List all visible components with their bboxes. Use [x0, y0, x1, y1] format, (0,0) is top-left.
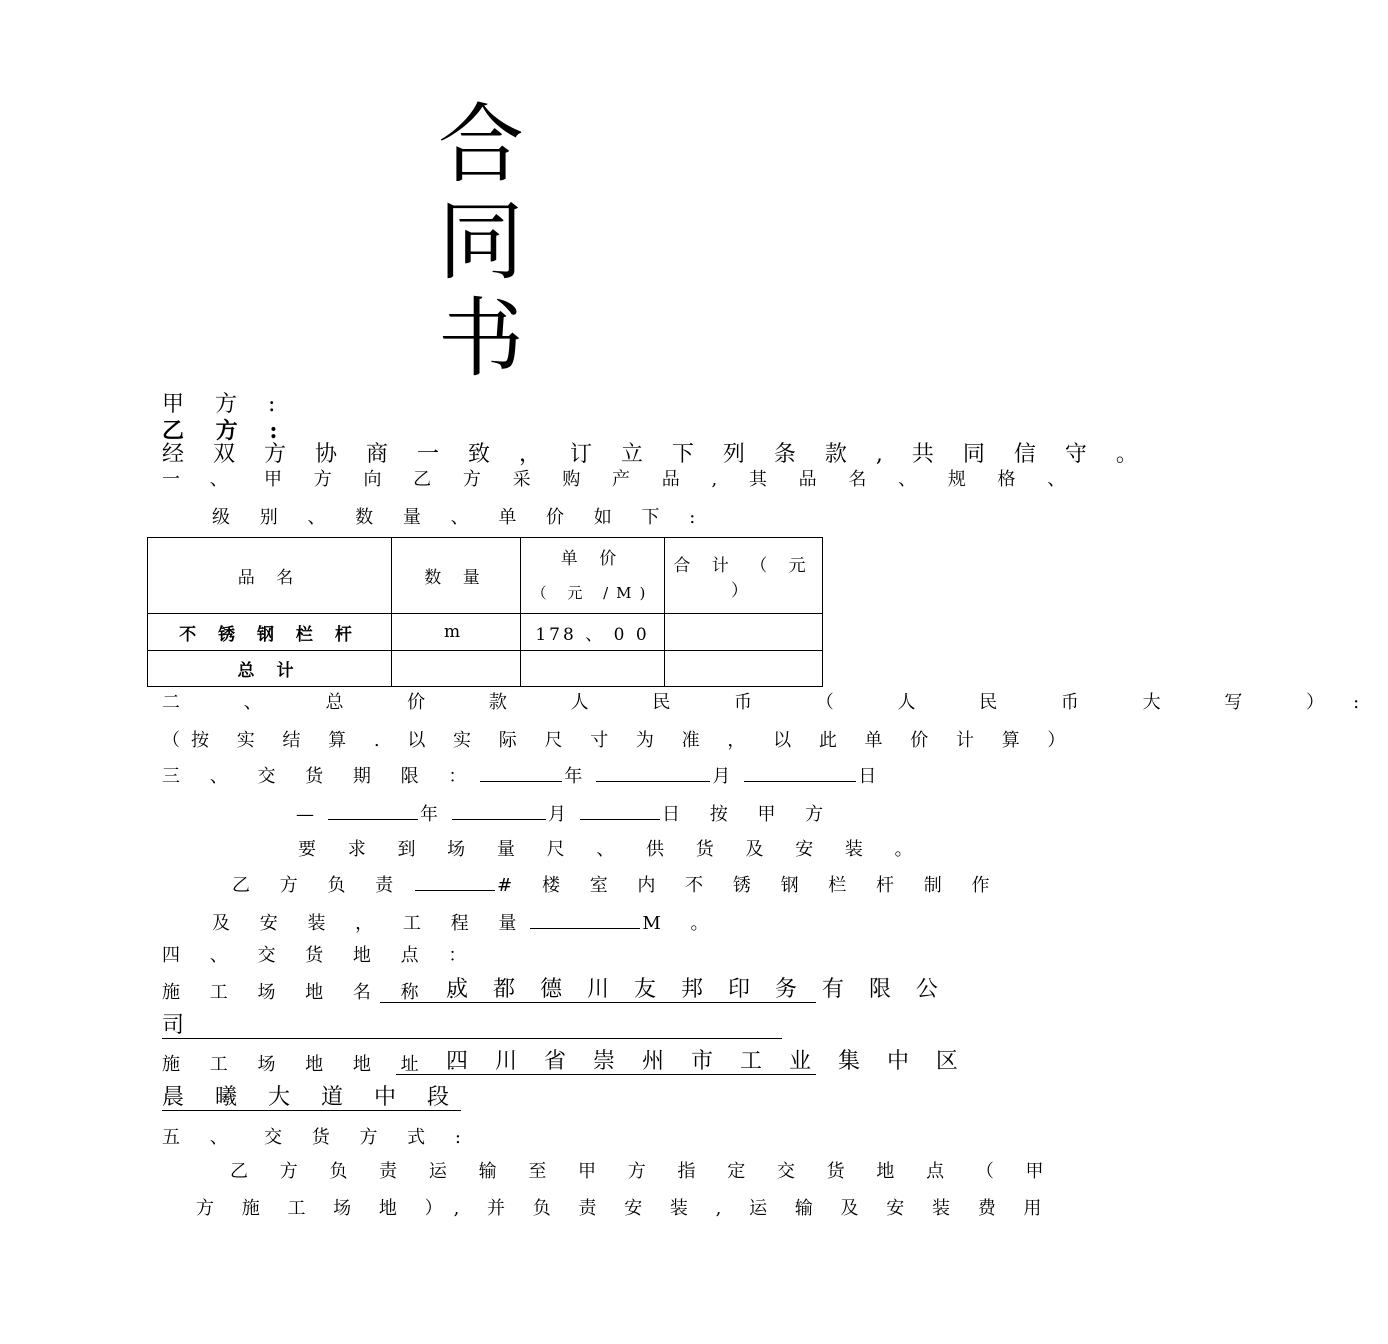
quantity-blank: [530, 910, 640, 929]
clause1-number: 一 、: [162, 469, 240, 490]
clause5-line2: 方 施 工 场 地 ）, 并 负 责 安 装 , 运 输 及 安 装 费 用: [196, 1198, 1053, 1219]
clause4-label: 四 、 交 货 地 点 ：: [162, 945, 479, 966]
end-year-unit: 年: [420, 804, 450, 825]
table-row: [148, 614, 823, 651]
sum-total: [665, 651, 823, 687]
install-suffix: M 。: [642, 913, 721, 934]
date-dash: —: [296, 804, 326, 825]
clause5-label: 交 货 方 式 :: [264, 1127, 473, 1148]
product-table: [147, 537, 823, 687]
clause2-text: 二 、 总 价 款 人 民 币 （ 人 民 币 大 写 ）:: [162, 692, 1388, 713]
clause3-end-date: [296, 801, 835, 827]
table-sum-row: [148, 651, 823, 687]
site-address-label: 施 工 场 地 地 址 ：: [162, 1054, 479, 1075]
party-a-label: 甲 方 :: [162, 392, 288, 417]
row-name: 不 锈 钢 栏 杆: [148, 614, 392, 651]
end-month-blank: [452, 801, 546, 820]
row-total: [665, 614, 823, 651]
party-b-label: 乙 方 :: [162, 418, 290, 444]
site-address-value: 四 川 省 崇 州 市 工 业 集 中 区: [396, 1050, 816, 1075]
start-month-blank: [596, 763, 710, 782]
site-address-continuation: 晨 曦 大 道 中 段: [162, 1085, 461, 1110]
clause5-line1: 乙 方 负 责 运 输 至 甲 方 指 定 交 货 地 点 （ 甲: [230, 1161, 1057, 1182]
clause3-label: 三 、 交 货 期 限 ：: [162, 766, 479, 787]
site-name-value: 成 都 德 川 友 邦 印 务 有 限 公: [380, 978, 816, 1003]
end-month-unit: 月: [548, 804, 578, 825]
install-prefix: 及 安 装 ， 工 程 量: [212, 913, 529, 934]
sum-label: 总 计: [148, 651, 392, 687]
responsibility-suffix: # 楼 室 内 不 锈 钢 栏 杆 制 作: [497, 875, 1002, 896]
start-year-blank: [480, 763, 562, 782]
start-day-blank: [744, 763, 856, 782]
start-month-unit: 月: [712, 766, 743, 787]
clause5-number: 五 、: [162, 1127, 240, 1148]
clause2-note: （按 实 结 算 . 以 实 际 尺 寸 为 准 ， 以 此 单 价 计 算 ）: [162, 730, 1077, 751]
sum-qty: [392, 651, 521, 687]
title-char-3: 书: [438, 289, 524, 389]
row-price: 178 、 0 0: [521, 614, 665, 651]
end-day-text: 日 按 甲 方: [662, 804, 836, 825]
header-qty: 数 量: [392, 538, 521, 614]
header-price-line1: 单 价: [560, 548, 625, 569]
clause3-responsibility: [232, 872, 1001, 898]
start-day-unit: 日: [858, 766, 889, 787]
title-char-1: 合: [438, 95, 524, 195]
clause1-continuation: 级 别 、 数 量 、 单 价 如 下 :: [212, 507, 708, 528]
row-qty: m: [392, 614, 521, 651]
clause3-install: [212, 910, 721, 936]
end-day-blank: [580, 801, 660, 820]
sum-price: [521, 651, 665, 687]
clause3-requirement: 要 求 到 场 量 尺 、 供 货 及 安 装 。: [298, 839, 926, 860]
clause3-delivery-period: [162, 763, 888, 789]
start-year-unit: 年: [564, 766, 595, 787]
header-price-unit: （ 元 /M): [531, 583, 654, 602]
header-total: 合 计 （ 元 ）: [665, 538, 823, 614]
title-char-2: 同: [438, 192, 524, 292]
intro-text: 经 双 方 协 商 一 致 ， 订 立 下 列 条 款 , 共 同 信 守 。: [162, 442, 1149, 467]
clause1-text: 甲 方 向 乙 方 采 购 产 品 , 其 品 名 、 规 格 、: [264, 469, 1079, 490]
table-header-row: [148, 538, 823, 614]
building-number-blank: [415, 872, 495, 891]
site-name-label: 施 工 场 地 名 称 :: [162, 982, 467, 1003]
site-name-continuation: 司: [162, 1014, 782, 1039]
header-price: [521, 538, 665, 614]
header-name: 品 名: [148, 538, 392, 614]
responsibility-prefix: 乙 方 负 责: [232, 875, 406, 896]
end-year-blank: [328, 801, 418, 820]
